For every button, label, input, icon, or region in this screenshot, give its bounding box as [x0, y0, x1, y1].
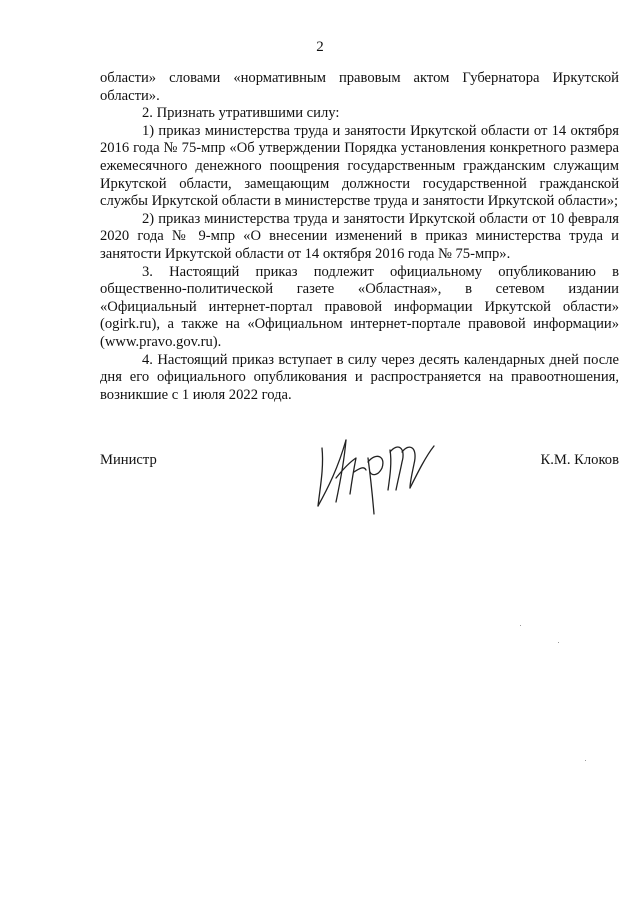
paragraph-item-4: 4. Настоящий приказ вступает в силу через десять календарных дней после дня его официального опубликования и распространяется на правоотношения, возникшие с 1 июля 2022 года. — [100, 351, 619, 403]
paragraph-subitem-2: 2) приказ министерства труда и занятости Иркутской области от 10 февраля 2020 года № 9-мпр «О внесении изменений в приказ министерства труда и занятости Иркутской области от 14 октября 2016 года № 75-мпр». — [100, 210, 619, 262]
paragraph-subitem-1: 1) приказ министерства труда и занятости Иркутской области от 14 октября 2016 года № 75-мпр «Об утверждении Порядка установления конкретного размера ежемесячного денежного поощрения государственным гражданским служащим Иркутской области, замещающим должности государственной гражданской службы Иркутской области в министерстве труда и занятости Иркутской области»; — [100, 122, 619, 210]
handwritten-signature — [310, 428, 440, 518]
paragraph-item-3: 3. Настоящий приказ подлежит официальному опубликованию в общественно-политической газете «Областная», в сетевом издании «Официальный интернет-портал правовой информации Иркутской области» (ogirk.ru), а также на «Официальном интернет-портале правовой информации» (www.pravo.gov.ru). — [100, 263, 619, 350]
document-body — [100, 70, 619, 404]
paragraph-continuation: области» словами «нормативным правовым актом Губернатора Иркутской области». — [100, 70, 619, 104]
scan-speck — [585, 760, 586, 761]
signatory-position: Министр — [100, 452, 157, 468]
scan-speck — [558, 642, 559, 643]
scan-speck — [520, 625, 521, 626]
page-number: 2 — [316, 39, 324, 55]
paragraph-item-2: 2. Признать утратившими силу: — [142, 105, 340, 122]
signatory-name: К.М. Клоков — [540, 452, 619, 468]
